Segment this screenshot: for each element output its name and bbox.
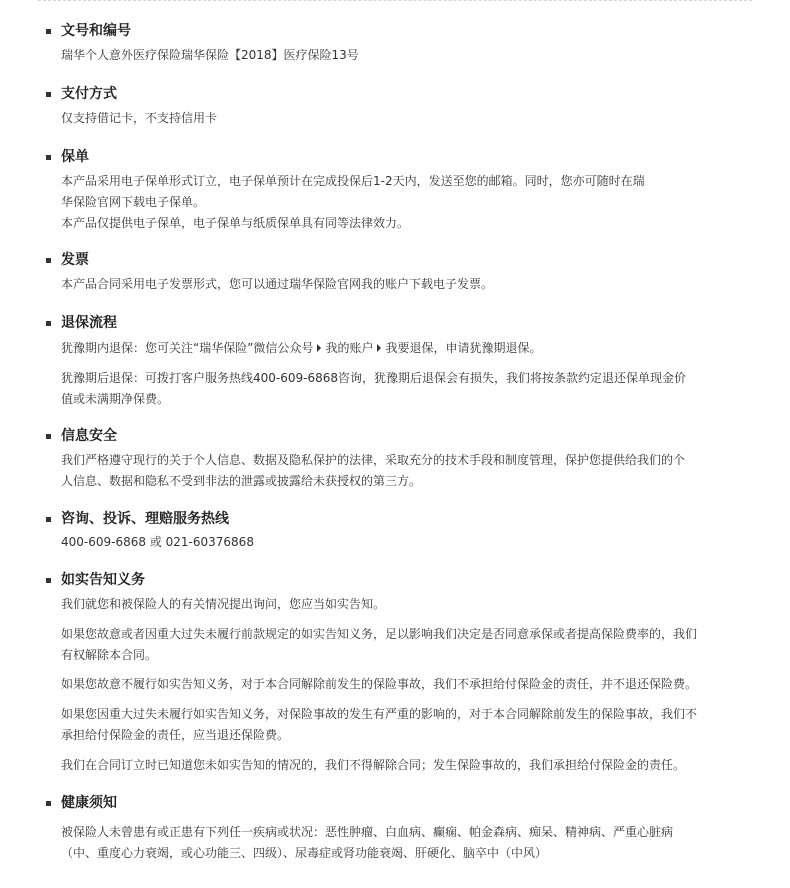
bullet-icon [46,434,51,439]
section-text: 被保险人未曾患有或正患有下列任一疾病或状况：恶性肿瘤、白血病、癫痫、帕金森病、痴呆、精神病、严重心脏病 （中、重度心力衰竭，或心功能三、四级）、尿毒症或肾功能衰竭、肝硬化、脑卒中（中风） [61,825,674,860]
section-title: 健康须知 [61,795,117,811]
section-text: 我们就您和被保险人的有关情况提出询问，您应当如实告知。 [61,597,386,611]
section-title: 文号和编号 [61,23,131,39]
bullet-icon [46,258,51,263]
section-text: 瑞华个人意外医疗保险瑞华保险【2018】医疗保险13号 [61,48,359,62]
section-text: 如果您故意不履行如实告知义务，对于本合同解除前发生的保险事故，我们不承担给付保险金的责任，并不退还保险费。 [61,677,698,691]
section-text: 本产品合同采用电子发票形式，您可以通过瑞华保险官网我的账户下载电子发票。 [61,277,494,291]
section-text: 如果您故意或者因重大过失未履行前款规定的如实告知义务，足以影响我们决定是否同意承保或者提高保险费率的，我们 有权解除本合同。 [61,627,698,662]
section-title: 保单 [61,149,89,165]
bullet-icon [46,801,51,806]
section-title: 咨询、投诉、理赔服务热线 [61,511,229,527]
bullet-icon [46,517,51,522]
section-title: 信息安全 [61,428,117,444]
section-text: 我们严格遵守现行的关于个人信息、数据及隐私保护的法律，采取充分的技术手段和制度管理，保护您提供给我们的个 人信息、数据和隐私不受到非法的泄露或披露给未获授权的第三方。 [61,453,686,488]
section-title: 发票 [61,252,89,268]
section-title: 如实告知义务 [61,572,145,588]
section-title: 支付方式 [61,86,117,102]
section-text: 仅支持借记卡，不支持信用卡 [61,111,218,125]
arrow-right-icon [377,344,381,352]
bullet-icon [46,92,51,97]
section-text: 犹豫期后退保：可拨打客户服务热线400-609-6868咨询，犹豫期后退保会有损失，我们将按条款约定退还保单现金价 值或未满期净保费。 [61,371,687,406]
section-text: 400-609-6868 或 021-60376868 [61,535,254,549]
bullet-icon [46,578,51,583]
section-text: 本产品采用电子保单形式订立，电子保单预计在完成投保后1-2天内，发送至您的邮箱。同时，您亦可随时在瑞 华保险官网下载电子保单。 本产品仅提供电子保单，电子保单与纸质保单具有同等法律效力。 [61,174,645,230]
section-text: 我们在合同订立时已知道您未如实告知的情况的，我们不得解除合同；发生保险事故的，我们承担给付保险金的责任。 [61,758,686,772]
bullet-icon [46,321,51,326]
section-title: 退保流程 [61,315,117,331]
section-text: 如果您因重大过失未履行如实告知义务，对保险事故的发生有严重的影响的，对于本合同解除前发生的保险事故，我们不 承担给付保险金的责任，应当退还保险费。 [61,707,698,742]
section-text: 犹豫期内退保：您可关注“瑞华保险”微信公众号 我的账户 我要退保，申请犹豫期退保。 [61,341,542,355]
top-divider [38,0,752,1]
bullet-icon [46,155,51,160]
bullet-icon [46,29,51,34]
arrow-right-icon [317,344,321,352]
